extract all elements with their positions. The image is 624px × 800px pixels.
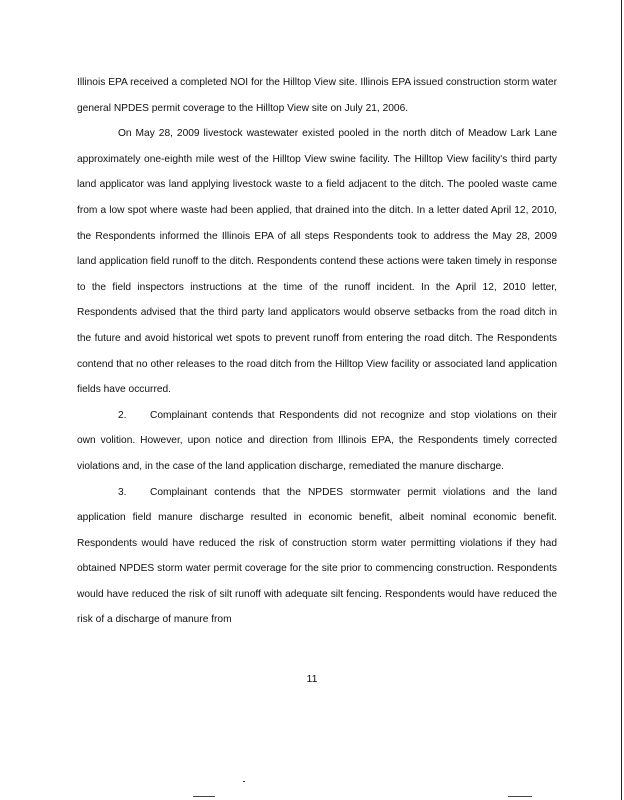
paragraph-nolo-receipt: Illinois EPA received a completed NOI for the Hilltop View site. Illinois EPA issued construction storm water general NPDES permit coverage to the Hilltop View site on July 21, 2006. — [77, 77, 557, 114]
paragraph-text: Complainant contends that Respondents did not recognize and stop violations on their own volition. However, upon notice and direction from Illinois EPA, the Respondents timely corrected violations and, in the case of the land application discharge, remediated the manure discharge. — [77, 409, 557, 472]
scan-artifact-line — [508, 796, 532, 797]
paragraph-numbered-2 — [77, 403, 557, 480]
scan-artifact-line — [193, 796, 215, 797]
scan-speck — [243, 781, 245, 782]
body-text — [77, 70, 557, 633]
paragraph-number: 2. — [118, 409, 127, 421]
paragraph-numbered-3 — [77, 480, 557, 634]
paragraph-text: Complainant contends that the NPDES stormwater permit violations and the land application field manure discharge resulted in economic benefit, albeit nominal economic benefit. Respondents would have reduced the risk of construction storm water permitting violations if they had obtained NPDES storm water permit coverage for the site prior to commencing construction. Respondents would have reduced the risk of silt runoff with adequate silt fencing. Respondents would have reduced the risk of a discharge of manure from — [77, 486, 557, 626]
paragraph-runoff-incident: On May 28, 2009 livestock wastewater existed pooled in the north ditch of Meadow Lark Lane approximately one-eighth mile west of the Hilltop View swine facility. The Hilltop View facility's third party land applicator was land applying livestock waste to a field adjacent to the ditch. The pooled waste came from a low spot where waste had been applied, that drained into the ditch. In a letter dated April 12, 2010, the Respondents informed the Illinois EPA of all steps Respondents took to address the May 28, 2009 land application field runoff to the ditch. Respondents contend these actions were taken timely in response to the field inspectors instructions at the time of the runoff incident. In the April 12, 2010 letter, Respondents advised that the third party land applicators would observe setbacks from the road ditch in the future and avoid historical wet spots to prevent runoff from entering the road ditch. The Respondents contend that no other releases to the road ditch from the Hilltop View facility or associated land application fields have occurred. — [77, 128, 557, 396]
paragraph-number: 3. — [118, 486, 127, 498]
page-number: 11 — [306, 673, 318, 685]
